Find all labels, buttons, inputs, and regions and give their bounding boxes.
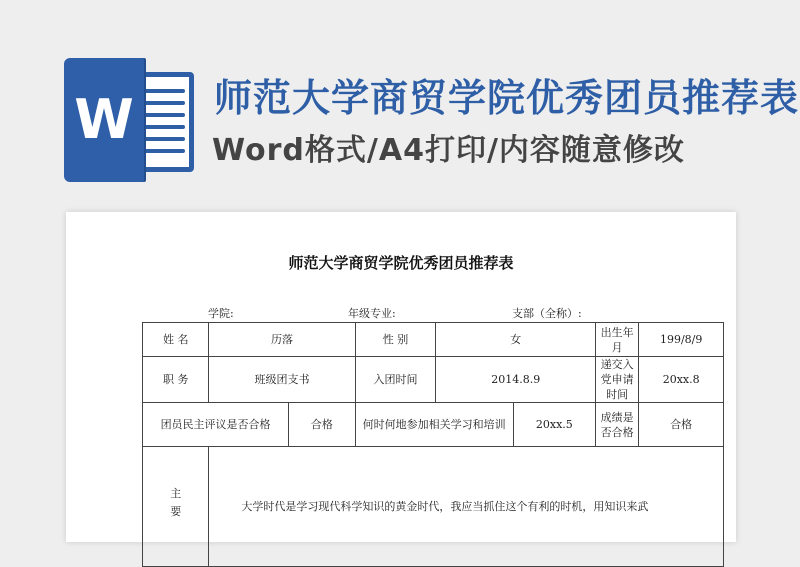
- democratic-evaluation-label: 团员民主评议是否合格: [143, 403, 289, 447]
- grade-qualified-label: 成绩是否合格: [595, 403, 638, 447]
- position-value: 班级团支书: [209, 357, 355, 403]
- word-document-icon: [64, 58, 196, 182]
- branch-field-label: 支部（全称）:: [512, 307, 582, 320]
- table-row: [143, 357, 724, 403]
- logo-tile: [64, 58, 144, 182]
- party-application-value: 20xx.8: [639, 357, 724, 403]
- banner-subtitle: Word格式/A4打印/内容随意修改: [212, 133, 685, 168]
- join-date-value: 2014.8.9: [436, 357, 595, 403]
- grade-qualified-value: 合格: [639, 403, 724, 447]
- birth-value: 199/8/9: [639, 323, 724, 357]
- main-deeds-label: [143, 447, 209, 567]
- table-row: [143, 323, 724, 357]
- training-value: 20xx.5: [513, 403, 595, 447]
- main-deeds-text: 大学时代是学习现代科学知识的黄金时代，我应当抓住这个有利的时机，用知识来武: [241, 500, 649, 513]
- position-label: 职 务: [143, 357, 209, 403]
- party-application-label: 递交入党申请时间: [595, 357, 638, 403]
- gender-value: 女: [436, 323, 595, 357]
- democratic-evaluation-value: 合格: [289, 403, 355, 447]
- main-deeds-label-line2: 要: [170, 505, 182, 518]
- gender-label: 性 别: [355, 323, 436, 357]
- recommendation-form-table: [142, 322, 724, 567]
- document-page: [66, 212, 736, 542]
- document-title: 师范大学商贸学院优秀团员推荐表: [288, 254, 514, 272]
- grade-major-field-label: 年级专业:: [348, 307, 396, 320]
- table-row: [143, 447, 724, 567]
- banner: [0, 0, 800, 200]
- main-deeds-label-line1: 主: [170, 487, 182, 500]
- join-date-label: 入团时间: [355, 357, 436, 403]
- name-label: 姓 名: [143, 323, 209, 357]
- name-value: 历落: [209, 323, 355, 357]
- main-deeds-content: [209, 447, 724, 567]
- banner-title: 师范大学商贸学院优秀团员推荐表: [214, 76, 800, 120]
- logo-letter: W: [74, 88, 134, 151]
- table-row: [143, 403, 724, 447]
- training-label: 何时何地参加相关学习和培训: [355, 403, 513, 447]
- birth-label: 出生年月: [595, 323, 638, 357]
- college-field-label: 学院:: [208, 307, 234, 320]
